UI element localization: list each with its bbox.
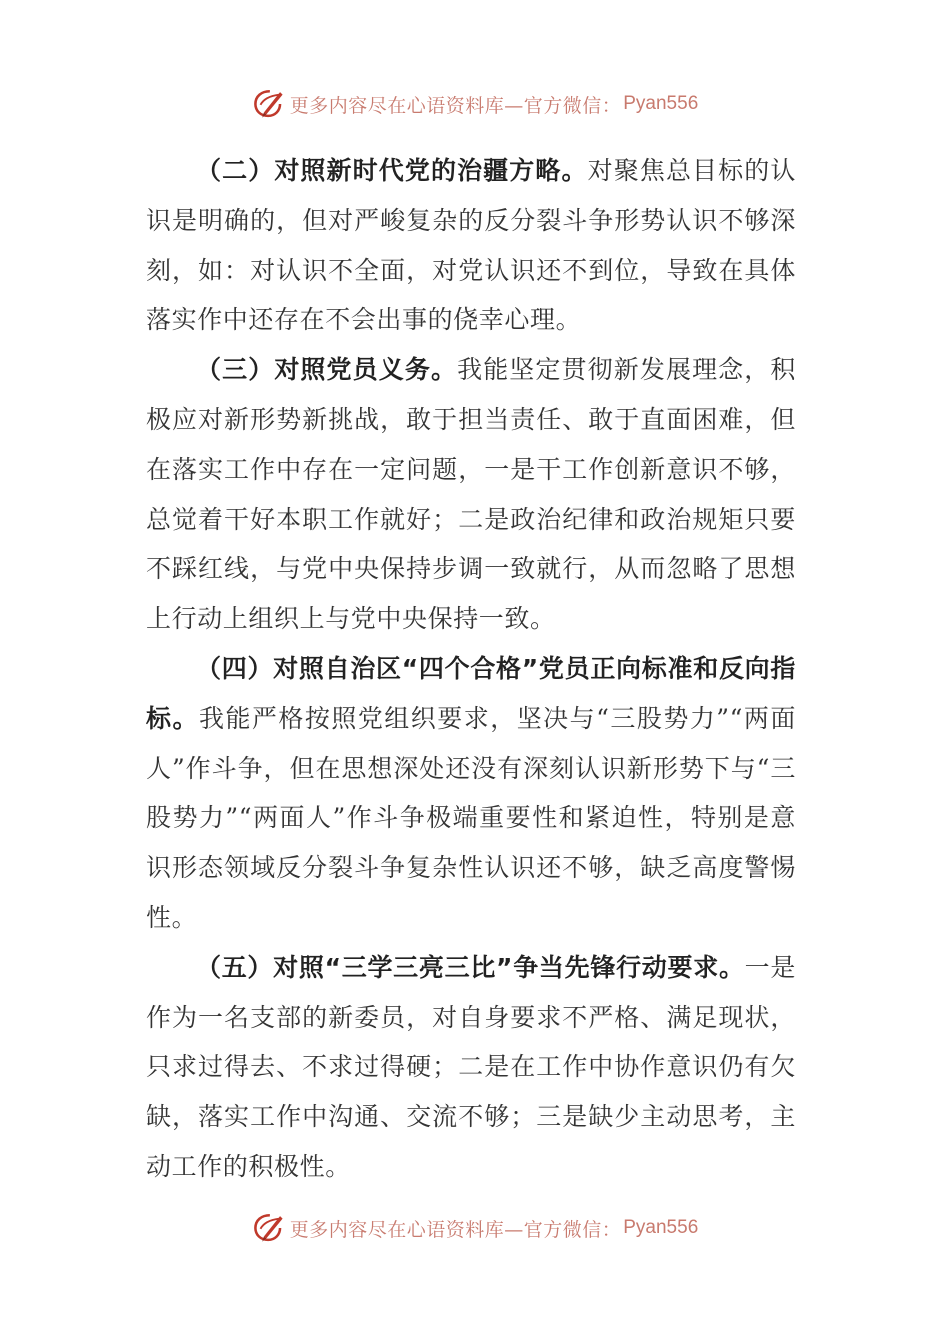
footer-banner-brand: Pyan556 [623,1217,699,1238]
pen-logo-icon [252,87,286,121]
document-body [146,146,796,1192]
paragraph-heading: （五）对照“三学三亮三比”争当先锋行动要求。 [196,952,745,982]
paragraph-heading: （二）对照新时代党的治疆方略。 [196,156,588,185]
paragraph-4 [146,644,796,943]
paragraph-5 [146,943,796,1192]
paragraph-text: 我能坚定贯彻新发展理念，积极应对新形势新挑战，敢于担当责任、敢于直面困难，但在落实工作中存在一定问题，一是干工作创新意识不够，总觉着干好本职工作就好；二是政治纪律和政治规矩只要不踩红线，与党中央保持步调一致就行，从而忽略了思想上行动上组织上与党中央保持一致。 [146,355,796,634]
footer-banner [0,1208,950,1248]
paragraph-heading: （四）对照自治区“四个合格”党员正向标准和反向指标。 [146,653,796,733]
header-banner-brand: Pyan556 [623,93,699,114]
header-banner [0,84,950,124]
footer-banner-text: 更多内容尽在心语资料库—官方微信： [289,1218,622,1241]
paragraph-2 [146,146,796,345]
paragraph-text: 一是作为一名支部的新委员，对自身要求不严格、满足现状，只求过得去、不求过得硬；二是在工作中协作意识仍有欠缺，落实工作中沟通、交流不够；三是缺少主动思考，主动工作的积极性。 [146,952,796,1181]
paragraph-text: 我能严格按照党组织要求，坚决与“三股势力”“两面人”作斗争，但在思想深处还没有深刻认识新形势下与“三股势力”“两面人”作斗争极端重要性和紧迫性，特别是意识形态领域反分裂斗争复杂性认识还不够，缺乏高度警惕性。 [146,703,797,932]
paragraph-text: 对聚焦总目标的认识是明确的，但对严峻复杂的反分裂斗争形势认识不够深刻，如：对认识不全面，对党认识还不到位，导致在具体落实作中还存在不会出事的侥幸心理。 [146,156,796,335]
paragraph-heading: （三）对照党员义务。 [196,355,458,385]
header-banner-text: 更多内容尽在心语资料库—官方微信： [289,94,622,117]
paragraph-3 [146,345,796,644]
pen-logo-icon [252,1211,286,1245]
